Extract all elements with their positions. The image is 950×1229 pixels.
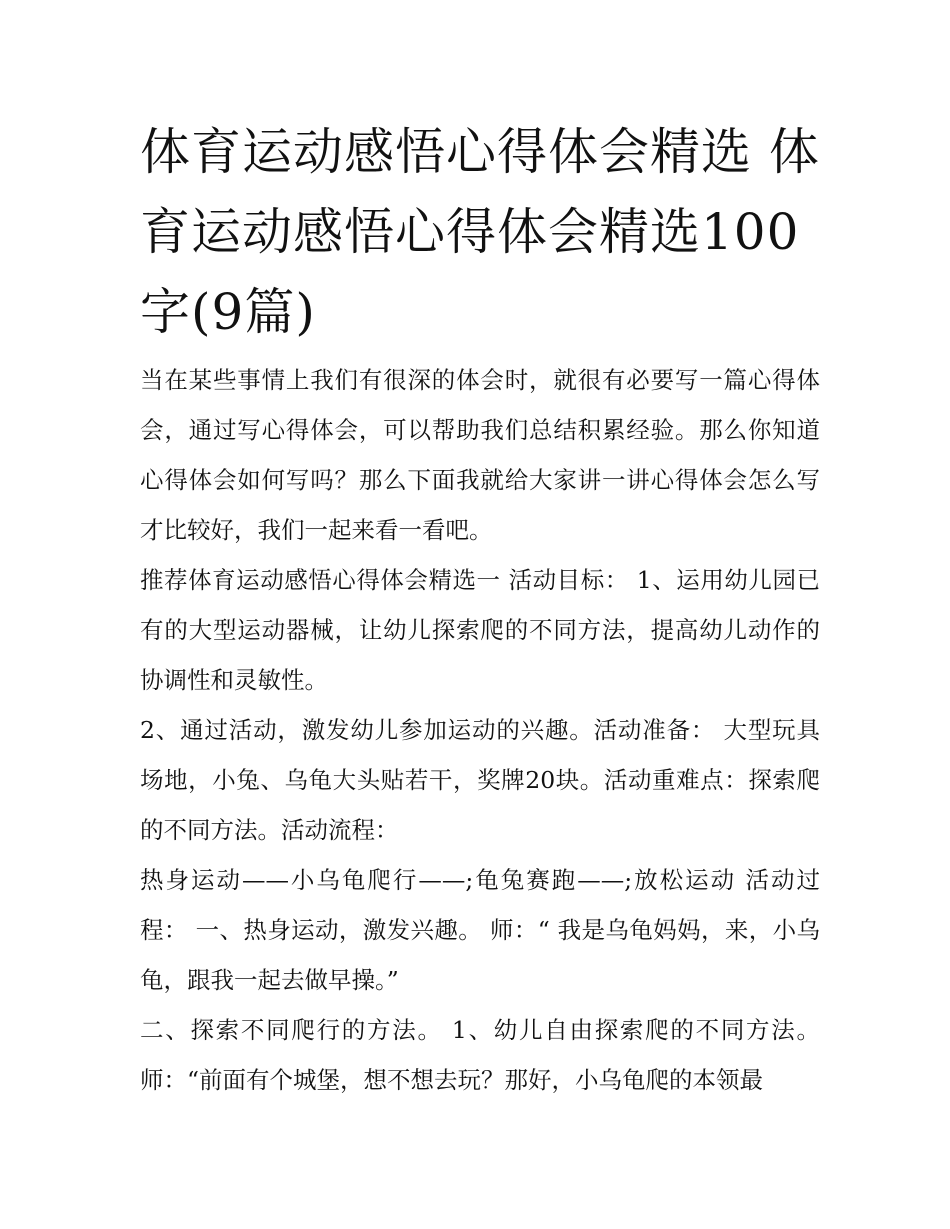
paragraph-preparation: 2、通过活动，激发幼儿参加运动的兴趣。活动准备： 大型玩具场地，小兔、乌龟大头贴若干，奖牌20块。活动重难点：探索爬的不同方法。活动流程： bbox=[140, 716, 820, 844]
paragraph-intro: 当在某些事情上我们有很深的体会时，就很有必要写一篇心得体会，通过写心得体会，可以帮助我们总结积累经验。那么你知道心得体会如何写吗？那么下面我就给大家讲一讲心得体会怎么写才比较好，我们一起来看一看吧。 bbox=[140, 366, 820, 544]
paragraph-warmup: 热身运动——小乌龟爬行——;龟兔赛跑——;放松运动 活动过程： 一、热身运动，激发兴趣。 师：“ 我是乌龟妈妈，来，小乌龟，跟我一起去做早操。” bbox=[140, 866, 820, 994]
document-title: 体育运动感悟心得体会精选 体育运动感悟心得体会精选100字(9篇) bbox=[140, 123, 820, 341]
document-body bbox=[140, 355, 820, 1105]
paragraph-explore: 二、探索不同爬行的方法。 1、幼儿自由探索爬的不同方法。 师：“前面有个城堡，想不想去玩？那好，小乌龟爬的本领最 bbox=[140, 1016, 820, 1094]
paragraph-activity-goals: 推荐体育运动感悟心得体会精选一 活动目标： 1、运用幼儿园已有的大型运动器械，让幼儿探索爬的不同方法，提高幼儿动作的协调性和灵敏性。 bbox=[140, 566, 820, 694]
